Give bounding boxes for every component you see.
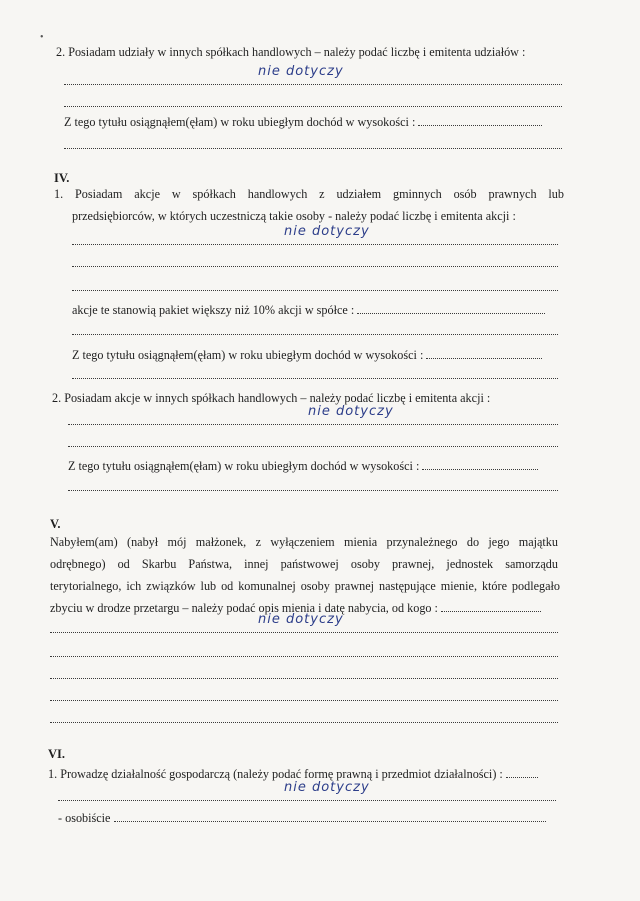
sec6-item1-text: 1. Prowadzę działalność gospodarczą (należy podać formę prawną i przedmiot działalności) : [48,766,538,782]
sec5-line3: terytorialnego, ich związków lub od komunalnej osoby prawnej następujące mienie, które podlegało [50,579,560,593]
sec4-item1-line-b [72,266,558,267]
sec5-line4: zbyciu w drodze przetargu – należy podać opis mienia i datę nabycia, od kogo : [50,600,541,616]
sec4-item1-share-line [72,334,558,335]
sec5-line-b [50,656,558,657]
sec4-item2-income-line [68,490,558,491]
sec4-item2-line-a [68,424,558,425]
sec5-line-e [50,722,558,723]
scan-speck: • [40,32,44,43]
sec4-item2-handwritten-answer: nie dotyczy [308,404,394,419]
sec3-item2-line2 [64,106,562,107]
sec6-handwritten-answer: nie dotyczy [284,780,370,795]
sec4-item1-share-text: akcje te stanowią pakiet większy niż 10% akcji w spółce : [72,302,545,318]
sec4-item1-line-a [72,244,558,245]
sec3-item2-line1 [64,84,562,85]
sec3-item2-handwritten-answer: nie dotyczy [258,64,344,79]
sec4-item1-line1: 1. Posiadam akcje w spółkach handlowych z udziałem gminnych osób prawnych lub [54,187,564,201]
sec4-item1-line-c [72,290,558,291]
sec4-item2-line-b [68,446,558,447]
sec3-item2-text: 2. Posiadam udziały w innych spółkach handlowych – należy podać liczbę i emitenta udziałów : [56,45,526,59]
sec5-line2: odrębnego) od Skarbu Państwa, innej państwowej osoby prawnej, jednostek samorządu [50,557,558,571]
sec3-income-text: Z tego tytułu osiągnąłem(ęłam) w roku ubiegłym dochód w wysokości : [64,114,542,130]
sec5-handwritten-answer: nie dotyczy [258,612,344,627]
sec6-item1-line [58,800,556,801]
sec6-heading: VI. [48,747,66,761]
sec4-item2-income-text: Z tego tytułu osiągnąłem(ęłam) w roku ubiegłym dochód w wysokości : [68,458,538,474]
sec4-item1-income-line [72,378,558,379]
sec4-item2-text: 2. Posiadam akcje w innych spółkach handlowych – należy podać liczbę i emitenta akcji : [52,391,491,405]
sec4-item1-handwritten-answer: nie dotyczy [284,224,370,239]
sec6-personally-text: - osobiście [58,810,546,826]
sec5-line-d [50,700,558,701]
sec3-income-line [64,148,562,149]
sec4-item1-line2: przedsiębiorców, w których uczestniczą takie osoby - należy podać liczbę i emitenta akcji : [72,209,516,223]
sec4-item1-income-text: Z tego tytułu osiągnąłem(ęłam) w roku ubiegłym dochód w wysokości : [72,347,542,363]
sec5-line1: Nabyłem(am) (nabył mój małżonek, z wyłączeniem mienia przynależnego do jego majątku [50,535,558,549]
sec5-line-c [50,678,558,679]
sec5-line-a [50,632,558,633]
sec4-heading: IV. [54,171,70,185]
sec5-heading: V. [50,517,61,531]
